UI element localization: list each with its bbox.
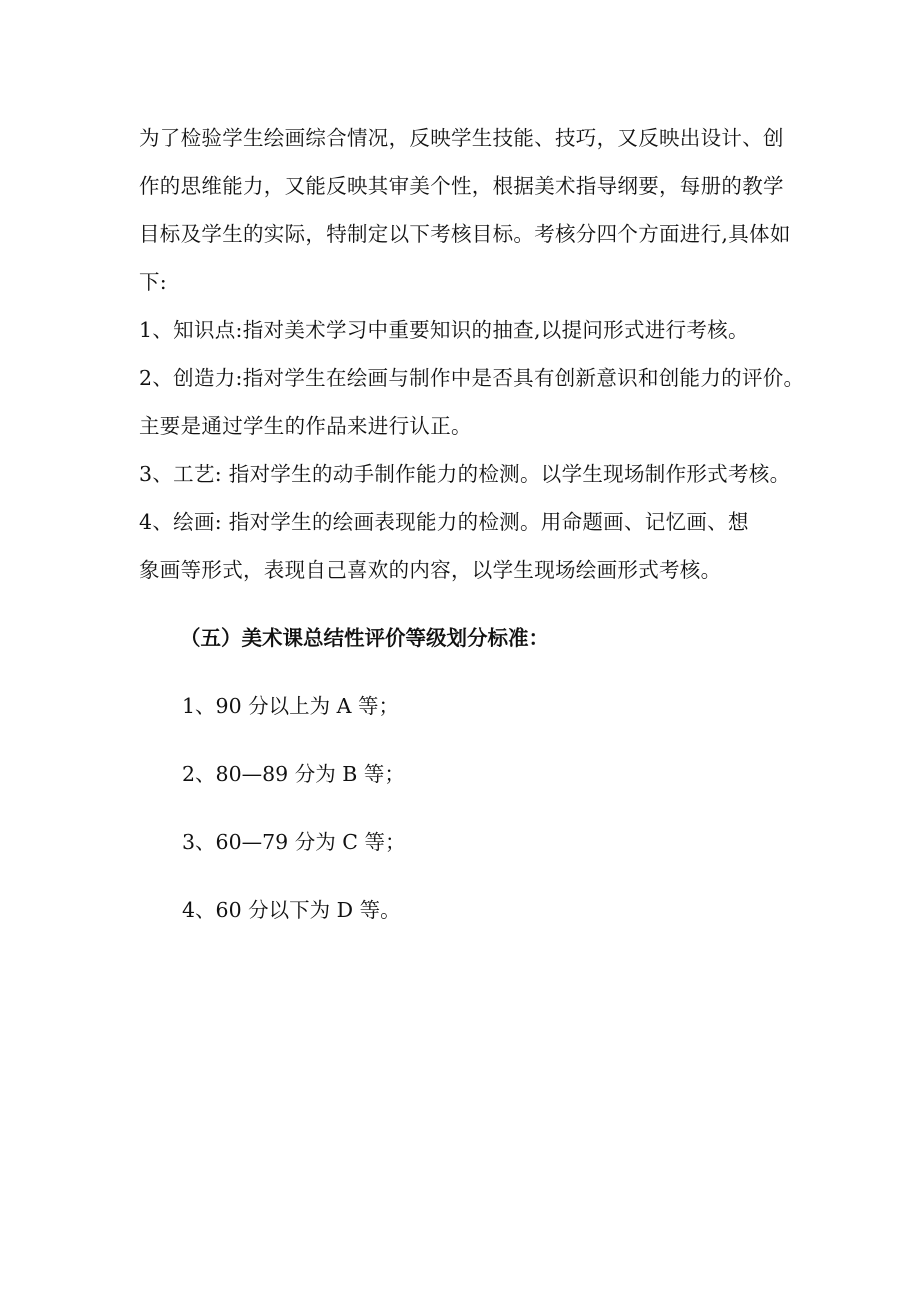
grade-c: 3、60—79 分为 C 等；: [182, 830, 406, 854]
item-creativity-line-1: 2、创造力:指对学生在绘画与制作中是否具有创新意识和创能力的评价。: [139, 366, 805, 390]
grade-a: 1、90 分以上为 A 等；: [182, 694, 399, 718]
intro-line-4: 下:: [139, 270, 168, 294]
grade-d: 4、60 分以下为 D 等。: [182, 898, 401, 922]
item-painting-line-2: 象画等形式，表现自己喜欢的内容，以学生现场绘画形式考核。: [139, 558, 722, 582]
section-heading: （五）美术课总结性评价等级划分标准：: [180, 626, 549, 650]
intro-line-2: 作的思维能力，又能反映其审美个性，根据美术指导纲要，每册的教学: [139, 174, 784, 198]
intro-line-1: 为了检验学生绘画综合情况，反映学生技能、技巧，又反映出设计、创: [139, 126, 784, 150]
grade-b: 2、80—89 分为 B 等；: [182, 762, 405, 786]
item-knowledge: 1、知识点:指对美术学习中重要知识的抽查,以提问形式进行考核。: [139, 318, 749, 342]
item-creativity-line-2: 主要是通过学生的作品来进行认正。: [139, 414, 472, 438]
item-painting-line-1: 4、绘画: 指对学生的绘画表现能力的检测。用命题画、记忆画、想: [139, 510, 749, 534]
intro-line-3: 目标及学生的实际，特制定以下考核目标。考核分四个方面进行,具体如: [139, 222, 791, 246]
item-craft: 3、工艺: 指对学生的动手制作能力的检测。以学生现场制作形式考核。: [139, 462, 791, 486]
